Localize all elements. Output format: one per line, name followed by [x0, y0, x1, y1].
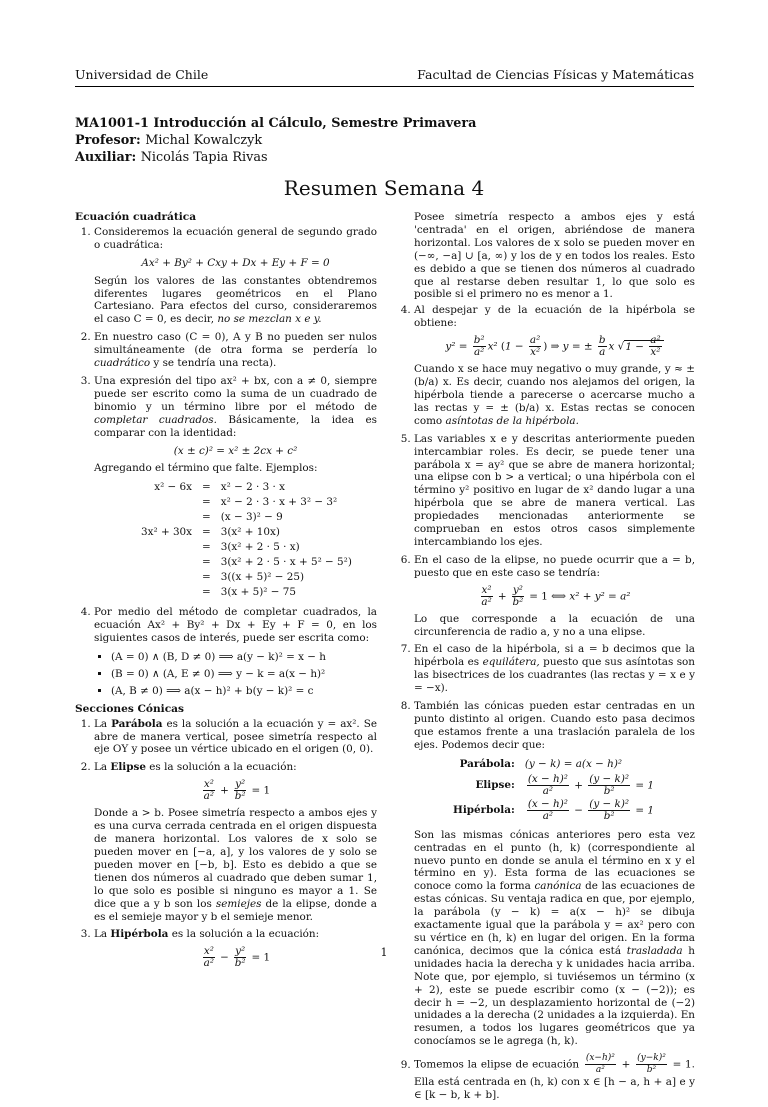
item-text: 4. Por medio del método de completar cuadrados, la ecuación Ax² + By² + Dx + Ey + F = 0, en los siguientes casos de interés, puede ser escrita como:: [94, 606, 377, 645]
list-item: [94, 718, 377, 757]
text-span: es la solución a la ecuación:: [149, 761, 297, 774]
example-rhs: 3(x² + 2 · 5 · x): [220, 541, 300, 554]
item-text: 4. Al despejar y de la ecuación de la hipérbola se obtiene:: [414, 304, 695, 330]
example-row: [136, 555, 357, 570]
page-header: [75, 67, 694, 82]
example-rhs: 3(x + 5)² − 75: [220, 586, 296, 599]
section-heading-quadratic: Ecuación cuadrática: [75, 211, 197, 223]
example-equals: =: [202, 511, 211, 524]
item-text: [94, 807, 377, 923]
list-item: [94, 331, 377, 370]
text-span: En el caso de la hipérbola, si a = b decimos que la hipérbola es: [414, 643, 695, 669]
example-lhs: [136, 540, 197, 555]
emphasis: no se mezclan x e y.: [217, 313, 322, 326]
example-row: [136, 570, 357, 585]
example-equals: =: [202, 571, 211, 584]
auxiliar-line: [75, 149, 476, 166]
text-span: y se tendría una recta).: [153, 357, 277, 370]
translated-conics: [448, 756, 659, 823]
auxiliar-label: Auxiliar:: [75, 150, 137, 165]
hyperbola-solved-equation: y² = $\frac{\text{b²}}{\text{a²}}$ x² (1 − $\frac{\text{a²}}{\text{x²}}$ ) ⇒ y = ± $\frac{b}{a}$ x √1 − $\frac{\text{a²}}{\text{x²}}$: [414, 335, 695, 358]
item-text: [414, 363, 695, 428]
text-span: h unidades hacia la derecha y k unidades hacia arriba. Note que, por ejemplo, si tuviésemos un término (x + 2), este se puede escribir como (x − (−2)); es decir h = −2, un desplazamiento horizontal de (−2) unidades a la derecha (2 unidades a la izquierda). En resumen, a todos los lugares geométricos que ya conocíamos se le agrega (h, k).: [414, 944, 695, 1048]
ellipse-equation: $\frac{\text{x²}}{\text{a²}}$ + $\frac{\text{y²}}{\text{b²}}$ = 1: [203, 778, 271, 803]
text-span: puesto que sus asíntotas son las bisectrices de los cuadrantes (las rectas y = x e y = −x).: [414, 656, 695, 695]
list-item: [94, 375, 377, 600]
text-span: En nuestro caso (C = 0), A y B no pueden ser nulos simultáneamente (de otra forma se perdería lo: [94, 331, 377, 357]
example-equals: =: [202, 481, 211, 494]
right-column: [395, 211, 695, 1107]
hyperbola-equation: $\frac{\text{x²}}{\text{a²}}$ − $\frac{\text{y²}}{\text{b²}}$ = 1: [203, 945, 271, 970]
item-text: 9. Tomemos la elipse de ecuación $\frac{\text{(x−h)²}}{\text{a²}}$ + $\frac{\text{(y−k)²}}{\text{b²}}$ = 1. Ella está centrada en (h, k) con x ∈ [h − a, h + a] e y ∈ [k − b, k + b].: [414, 1053, 695, 1102]
example-equals: =: [202, 541, 211, 554]
term-bold: Elipse: [110, 761, 146, 774]
text-span: es la solución a la ecuación:: [171, 928, 320, 941]
example-row: [136, 495, 357, 510]
text-span: Son las mismas cónicas anteriores pero esta vez centradas en el punto (h, k) (correspondiente al nuevo punto en donde se anula el término en x y el término en y). Esta forma de las ecuaciones se conoce como la forma: [414, 828, 695, 893]
page-number: 1: [380, 946, 388, 959]
text-span: Cuando x se hace muy negativo o muy grande, y ≈ ± (b/a) x. Es decir, cuando nos alejamos del origen, la hipérbola tiende a parecerse o acercarse mucho a las rectas y = ± (b/a) x. Estas rectas se conocen como: [414, 363, 695, 427]
item-text: [94, 275, 377, 327]
text-span: La: [94, 717, 108, 730]
conic-name: Parábola:: [459, 757, 515, 770]
quadratic-list: [75, 226, 377, 698]
text-span: es la solución a la ecuación y = ax². Se abre de manera vertical, posee simetría respecto al eje OY y posee un vértice ubicado en el origen (0, 0).: [94, 717, 377, 756]
example-rhs: x² − 2 · 3 · x + 3² − 3²: [220, 496, 338, 509]
term-bold: Hipérbola: [110, 928, 169, 941]
example-rhs: (x − 3)² − 9: [220, 511, 283, 524]
item-text: [94, 375, 377, 440]
item-text: [94, 928, 377, 941]
conic-row: [448, 773, 659, 798]
list-item: [414, 700, 695, 1048]
example-rhs: 3(x² + 10x): [220, 526, 280, 539]
example-lhs: 3x² + 30x: [141, 526, 193, 539]
example-equals: =: [202, 556, 211, 569]
text-span: La: [94, 928, 108, 941]
left-column: [75, 211, 377, 974]
conic-row: [448, 756, 659, 773]
list-item: [414, 433, 695, 549]
header-faculty: Facultad de Ciencias Físicas y Matemáticas: [417, 67, 694, 82]
conics-list: [75, 718, 377, 970]
conic-equation: $\frac{\text{(x − h)²}}{\text{a²}}$ + $\frac{\text{(y − k)²}}{\text{b²}}$ = 1: [527, 772, 654, 797]
example-row: [136, 480, 357, 495]
example-equals: =: [202, 526, 211, 539]
example-lhs: [136, 510, 197, 525]
case-item: ▪ (A = 0) ∧ (B, D ≠ 0) ⟹ a(y − k)² = x − h: [111, 651, 377, 664]
example-lhs: [136, 585, 197, 600]
header-rule: [75, 86, 694, 87]
item-text: Lo que corresponde a la ecuación de una circunferencia de radio a, y no a una elipse.: [414, 612, 695, 638]
example-lhs: x² − 6x: [154, 481, 193, 494]
professor-name: Michal Kowalczyk: [145, 133, 263, 148]
example-rhs: x² − 2 · 3 · x: [220, 481, 285, 494]
item-text: [414, 829, 695, 1048]
section-heading-conics: Secciones Cónicas: [75, 702, 184, 715]
example-row: [136, 540, 357, 555]
case-item: ▪ (A, B ≠ 0) ⟹ a(x − h)² + b(y − k)² = c: [111, 685, 377, 698]
conic-equation: (y − k) = a(x − h)²: [524, 757, 623, 770]
list-item: [94, 226, 377, 326]
emphasis: equilátera,: [482, 656, 540, 669]
list-item: [414, 554, 695, 639]
hyperbola-continuation: Posee simetría respecto a ambos ejes y está 'centrada' en el origen, abriéndose de manera horizontal. Los valores de x solo se pueden mover en (−∞, −a] ∪ [a, ∞) y los de y en todos los reales. Esto es debido a que se tienen dos números al cuadrado que al restarse deben resultar 1, lo que solo es posible si el primero no es menor a 1.: [414, 211, 695, 301]
example-lhs: [136, 570, 197, 585]
example-rhs: 3((x + 5)² − 25): [220, 571, 305, 584]
item-text: [414, 643, 695, 695]
conic-row: [448, 798, 659, 823]
example-lhs: [136, 555, 197, 570]
page-title: Resumen Semana 4: [283, 176, 485, 200]
item-text: [94, 761, 377, 774]
emphasis: cuadrático: [94, 357, 151, 370]
item-text: [94, 718, 377, 757]
general-equation: Ax² + By² + Cxy + Dx + Ey + F = 0: [141, 256, 330, 269]
binomial-identity: (x ± c)² = x² ± 2cx + c²: [173, 444, 298, 457]
conic-name: Hipérbola:: [453, 803, 515, 816]
example-row: [136, 585, 357, 600]
professor-line: [75, 132, 476, 149]
emphasis: canónica: [534, 880, 582, 893]
example-row: [136, 510, 357, 525]
text-span: Básicamente, la idea es comparar con la identidad:: [94, 413, 377, 439]
text-span: Según los valores de las constantes obtendremos diferentes lugares geométricos en el Plano Cartesiano. Para efectos del curso, consideraremos el caso C = 0, es decir,: [94, 274, 377, 326]
header-university: Universidad de Chile: [75, 67, 209, 82]
example-lhs: [136, 495, 197, 510]
professor-label: Profesor:: [75, 133, 141, 148]
canonical-cases-list: [94, 651, 377, 698]
list-item: [94, 606, 377, 697]
conic-name: Elipse:: [475, 778, 515, 791]
item-text: [94, 331, 377, 370]
emphasis: semiejes: [215, 897, 262, 910]
item-text: Agregando el término que falte. Ejemplos:: [94, 462, 318, 475]
text-span: de las ecuaciones de estas cónicas. Su ventaja radica en que, por ejemplo, la parábola (y − k) = a(x − h)² se dibuja exactamente igual que la parábola y = ax² pero con su vértice en (h, k) en lugar del origen. En la forma canónica, decimos que la cónica está: [414, 880, 696, 957]
case-item: ▪ (B = 0) ∧ (A, E ≠ 0) ⟹ y − k = a(x − h)²: [111, 668, 377, 681]
text-span: Donde a > b. Posee simetría respecto a ambos ejes y es una curva cerrada centrada en el origen dispuesta de manera horizontal. Los valores de x solo se pueden mover en [−a, a], y los valores de y solo se pueden mover en [−b, b]. Esto es debido a que se tienen dos números al cuadrado que deben sumar 1, lo que solo es posible si ninguno es mayor a 1. Se dice que a y b son los: [94, 807, 377, 910]
list-item: [414, 304, 695, 427]
example-row: [136, 525, 357, 540]
completing-square-examples: [136, 480, 357, 600]
list-item: [94, 761, 377, 923]
example-rhs: 3(x² + 2 · 5 · x + 5² − 5²): [220, 556, 352, 569]
conic-equation: $\frac{\text{(x − h)²}}{\text{a²}}$ − $\frac{\text{(y − k)²}}{\text{b²}}$ = 1: [527, 797, 654, 822]
item-text: 5. Las variables x e y descritas anteriormente pueden intercambiar roles. Es decir, se puede tener una parábola x = ay² que se abre de manera horizontal; una elipse con b > a vertical; o una hipérbola con el término y² positivo en lugar de x² dando lugar a una hipérbola que se abre de manera vertical. Las propiedades mencionadas anteriormente se comprueban en estos otros casos simplemente intercambiando los ejes.: [414, 432, 695, 548]
text-span: de la elipse, donde a es el semieje mayor y b el semieje menor.: [94, 897, 377, 923]
example-equals: =: [202, 496, 211, 509]
circle-equation: $\frac{\text{x²}}{\text{a²}}$ + $\frac{\text{y²}}{\text{b²}}$ = 1 ⟺ x² + y² = a²: [481, 583, 631, 608]
text-span: Una expresión del tipo ax² + bx, con a ≠ 0, siempre puede ser escrito como la suma de un cuadrado de binomio y un término libre por el método de: [94, 374, 377, 413]
list-item: [414, 643, 695, 695]
conics-list-continued: [395, 304, 695, 1102]
course-name: MA1001-1 Introducción al Cálculo, Semestre Primavera: [75, 116, 477, 131]
emphasis: asíntotas de la hipérbola.: [445, 414, 579, 427]
course-info: [75, 115, 476, 166]
example-equals: =: [202, 586, 211, 599]
auxiliar-name: Nicolás Tapia Rivas: [140, 150, 268, 165]
emphasis: completar cuadrados.: [94, 413, 217, 426]
item-text: 6. En el caso de la elipse, no puede ocurrir que a = b, puesto que en este caso se tendría:: [414, 553, 695, 579]
term-bold: Parábola: [111, 717, 163, 730]
emphasis: trasladada: [626, 944, 683, 957]
text-span: Tomemos la elipse de ecuación: [414, 1058, 580, 1071]
item-text: 8. También las cónicas pueden estar centradas en un punto distinto al origen. Cuando esto pasa decimos que estamos frente a una traslación paralela de los ejes. Podemos decir que:: [414, 700, 695, 751]
text-span: La: [94, 761, 108, 774]
list-item: [414, 1053, 695, 1102]
item-text: 1. Consideremos la ecuación general de segundo grado o cuadrática:: [94, 225, 377, 251]
text-span: = 1. Ella está centrada en (h, k) con x ∈ [h − a, h + a] e y ∈ [k − b, k + b].: [414, 1058, 695, 1102]
